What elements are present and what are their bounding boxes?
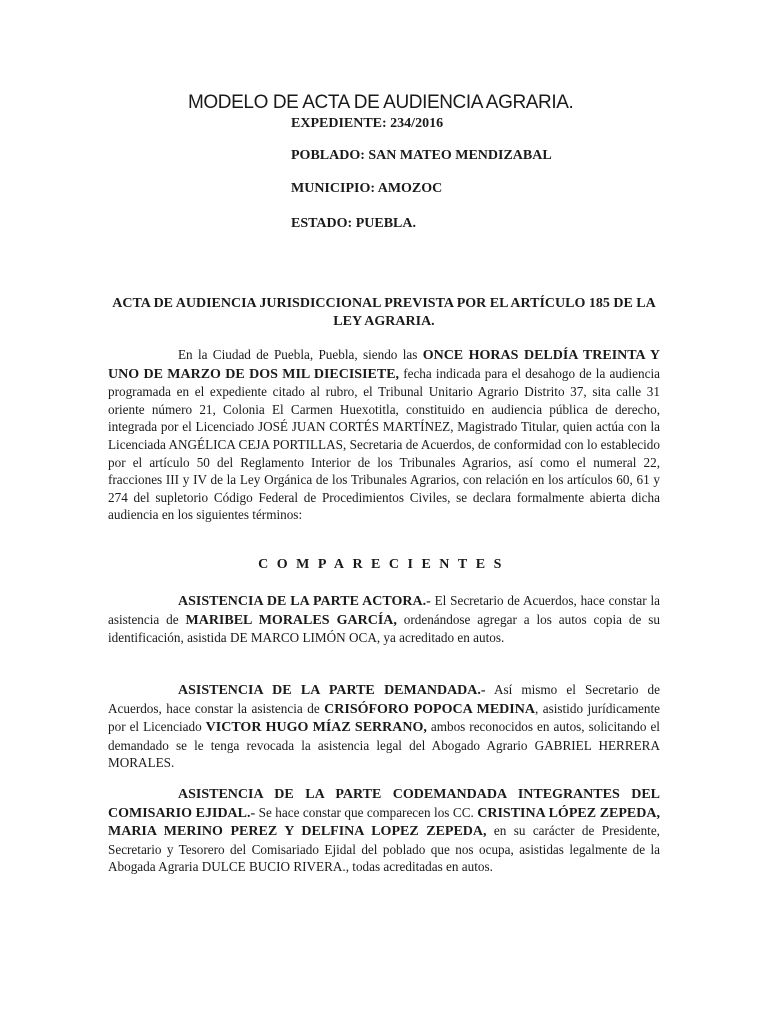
comparecientes-heading: COMPARECIENTES: [258, 557, 510, 572]
document-title: MODELO DE ACTA DE AUDIENCIA AGRARIA.: [188, 92, 574, 113]
codemandada-heading: ASISTENCIA DE LA PARTE CODEMANDADA INTEGRANTES DEL COMISARIO EJIDAL.-: [108, 787, 660, 821]
actora-paragraph: [108, 592, 660, 647]
codemandada-text-2: en su carácter de Presidente, Secretario y Tesorero del Comisariado Ejidal del poblado que nos ocupa, asistidas legalmente de la Abogada Agraria DULCE BUCIO RIVERA., todas acreditadas en autos.: [108, 823, 660, 875]
demandada-lawyer: VICTOR HUGO MÍAZ SERRANO,: [205, 720, 427, 736]
acta-heading: ACTA DE AUDIENCIA JURISDICCIONAL PREVISTA POR EL ARTÍCULO 185 DE LA LEY AGRARIA.: [112, 296, 656, 329]
codemandada-paragraph: [108, 785, 660, 876]
demandada-paragraph: [108, 681, 660, 772]
actora-text-1: El Secretario de Acuerdos, hace constar la asistencia de: [108, 593, 660, 627]
codemandada-text-1: Se hace constar que comparecen los CC.: [255, 804, 478, 820]
intro-date: ONCE HORAS DELDÍA TREINTA Y UNO DE MARZO DE DOS MIL DIECISIETE,: [108, 348, 660, 382]
demandada-name: CRISÓFORO POPOCA MEDINA: [324, 701, 535, 717]
intro-text-2: fecha indicada para el desahogo de la audiencia programada en el expediente citado al rubro, el Tribunal Unitario Agrario Distrito 37, sita calle 31 oriente número 21, Colonia El Carmen Huexotitla, constituido en audiencia pública de derecho, integrada por el Licenciado JOSÉ JUAN CORTÉS MARTÍNEZ, Magistrado Titular, quien actúa con la Licenciada ANGÉLICA CEJA PORTILLAS, Secretaria de Acuerdos, de conformidad con lo establecido por el artículo 50 del Reglamento Interior de los Tribunales Agrarios, así como el numeral 22, fracciones III y IV de la Ley Orgánica de los Tribunales Agrarios, con relación en los artículos 60, 61 y 274 del supletorio Código Federal de Procedimientos Civiles, se declara formalmente abierta dicha audiencia en los siguientes términos:: [108, 365, 661, 523]
actora-text-2: ordenándose agregar a los autos copia de su identificación, asistida DE MARCO LIMÓN OCA, ya acreditado en autos.: [108, 611, 660, 646]
demandada-text-2: , asistido jurídicamente por el Licenciado: [108, 700, 661, 735]
actora-name: MARIBEL MORALES GARCÍA,: [185, 612, 397, 628]
intro-paragraph: [108, 346, 660, 524]
demandada-text-1: Así mismo el Secretario de Acuerdos, hace constar la asistencia de: [108, 682, 661, 716]
codemandada-names: CRISTINA LÓPEZ ZEPEDA, MARIA MERINO PEREZ Y DELFINA LOPEZ ZEPEDA,: [108, 805, 660, 840]
intro-text-1: En la Ciudad de Puebla, Puebla, siendo las: [178, 347, 423, 362]
actora-heading: ASISTENCIA DE LA PARTE ACTORA.-: [178, 594, 431, 609]
demandada-heading: ASISTENCIA DE LA PARTE DEMANDADA.-: [178, 683, 486, 698]
expediente-label: EXPEDIENTE: 234/2016: [291, 116, 444, 131]
demandada-text-3: ambos reconocidos en autos, solicitando el demandado se le tenga revocada la asistencia legal del Abogado Agrario GABRIEL HERRERA MORALES.: [108, 719, 660, 771]
municipio-label: MUNICIPIO: AMOZOC: [291, 181, 443, 196]
poblado-label: POBLADO: SAN MATEO MENDIZABAL: [291, 148, 552, 163]
estado-label: ESTADO: PUEBLA.: [291, 216, 416, 231]
